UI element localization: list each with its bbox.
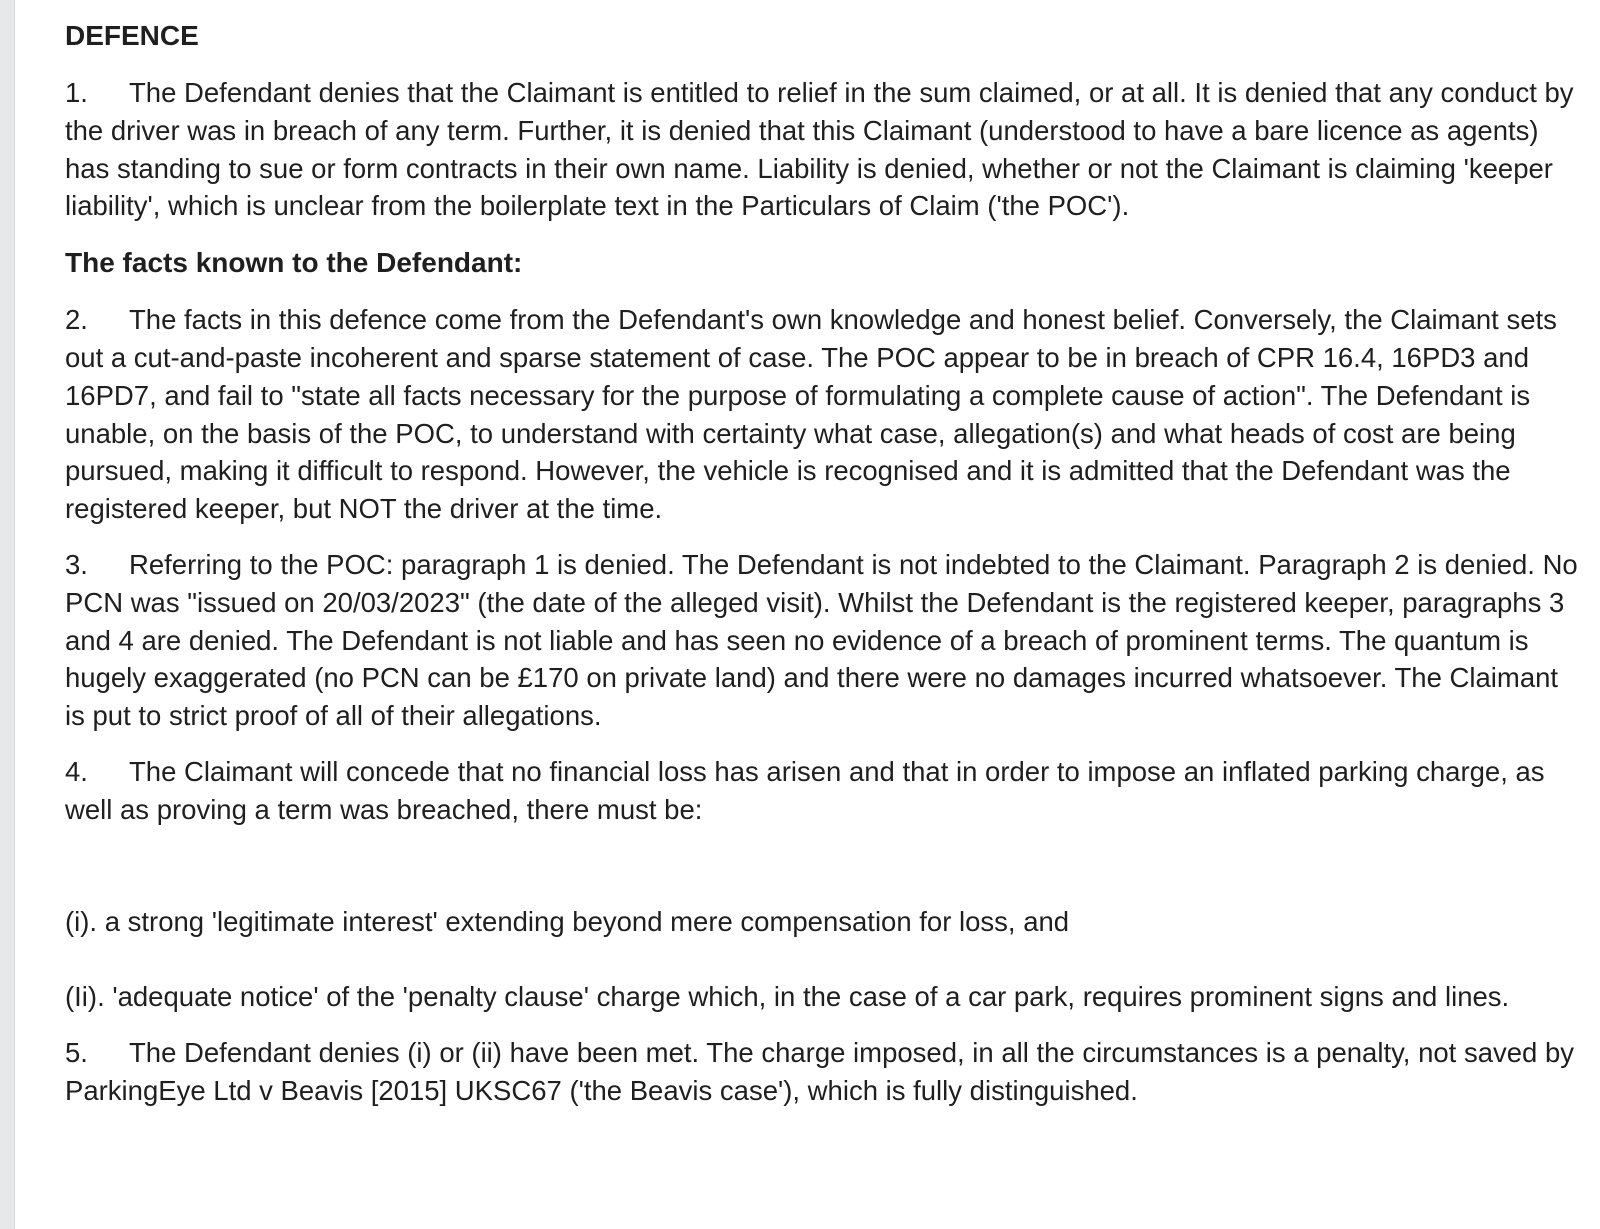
paragraph-3	[65, 546, 1585, 735]
paragraph-text: The Defendant denies (i) or (ii) have been met. The charge imposed, in all the circumstances is a penalty, not saved by ParkingEye Ltd v Beavis [2015] UKSC67 ('the Beavis case'), which is fully distinguished.	[65, 1037, 1575, 1106]
paragraph-number: 5.	[65, 1037, 88, 1069]
paragraph-number: 2.	[65, 304, 88, 336]
paragraph-number: 3.	[65, 548, 88, 580]
spacer	[65, 847, 1585, 903]
section-heading-facts: The facts known to the Defendant:	[65, 247, 523, 279]
spacer	[65, 940, 1585, 978]
paragraph-text: The facts in this defence come from the Defendant's own knowledge and honest belief. Conversely, the Claimant sets out a cut-and-paste incoherent and sparse statement of case. The POC appear to be in breach of CPR 16.4, 16PD3 and 16PD7, and fail to "state all facts necessary for the purpose of formulating a complete cause of action". The Defendant is unable, on the basis of the POC, to understand with certainty what case, allegation(s) and what heads of cost are being pursued, making it difficult to respond. However, the vehicle is recognised and it is admitted that the Defendant was the registered keeper, but NOT the driver at the time.	[65, 304, 1557, 525]
paragraph-text: The Claimant will concede that no financial loss has arisen and that in order to impose an inflated parking charge, as well as proving a term was breached, there must be:	[65, 755, 1545, 825]
paragraph-text: The Defendant denies that the Claimant is entitled to relief in the sum claimed, or at all. It is denied that any conduct by the driver was in breach of any term. Further, it is denied that this Claimant (understood to have a bare licence as agents) has standing to sue or form contracts in their own name. Liability is denied, whether or not the Claimant is claiming 'keeper liability', which is unclear from the boilerplate text in the Particulars of Claim ('the POC').	[65, 77, 1574, 222]
paragraph-5	[65, 1034, 1585, 1110]
paragraph-number: 4.	[65, 755, 88, 787]
paragraph-2	[65, 301, 1585, 528]
document-content	[65, 18, 1585, 1128]
left-margin-bar	[0, 0, 15, 1229]
document-title: DEFENCE	[65, 20, 199, 51]
paragraph-4	[65, 753, 1585, 829]
sub-item-i: (i). a strong 'legitimate interest' extending beyond mere compensation for loss, and	[65, 905, 1070, 937]
paragraph-text: Referring to the POC: paragraph 1 is denied. The Defendant is not indebted to the Claimant. Paragraph 2 is denied. No PCN was "issued on 20/03/2023" (the date of the alleged visit). Whilst the Defendant is the registered keeper, paragraphs 3 and 4 are denied. The Defendant is not liable and has seen no evidence of a breach of prominent terms. The quantum is hugely exaggerated (no PCN can be £170 on private land) and there were no damages incurred whatsoever. The Claimant is put to strict proof of all of their allegations.	[65, 548, 1578, 732]
paragraph-1	[65, 74, 1585, 225]
sub-item-ii: (Ii). 'adequate notice' of the 'penalty clause' charge which, in the case of a car park, requires prominent signs and lines.	[65, 981, 1510, 1013]
paragraph-number: 1.	[65, 77, 88, 108]
